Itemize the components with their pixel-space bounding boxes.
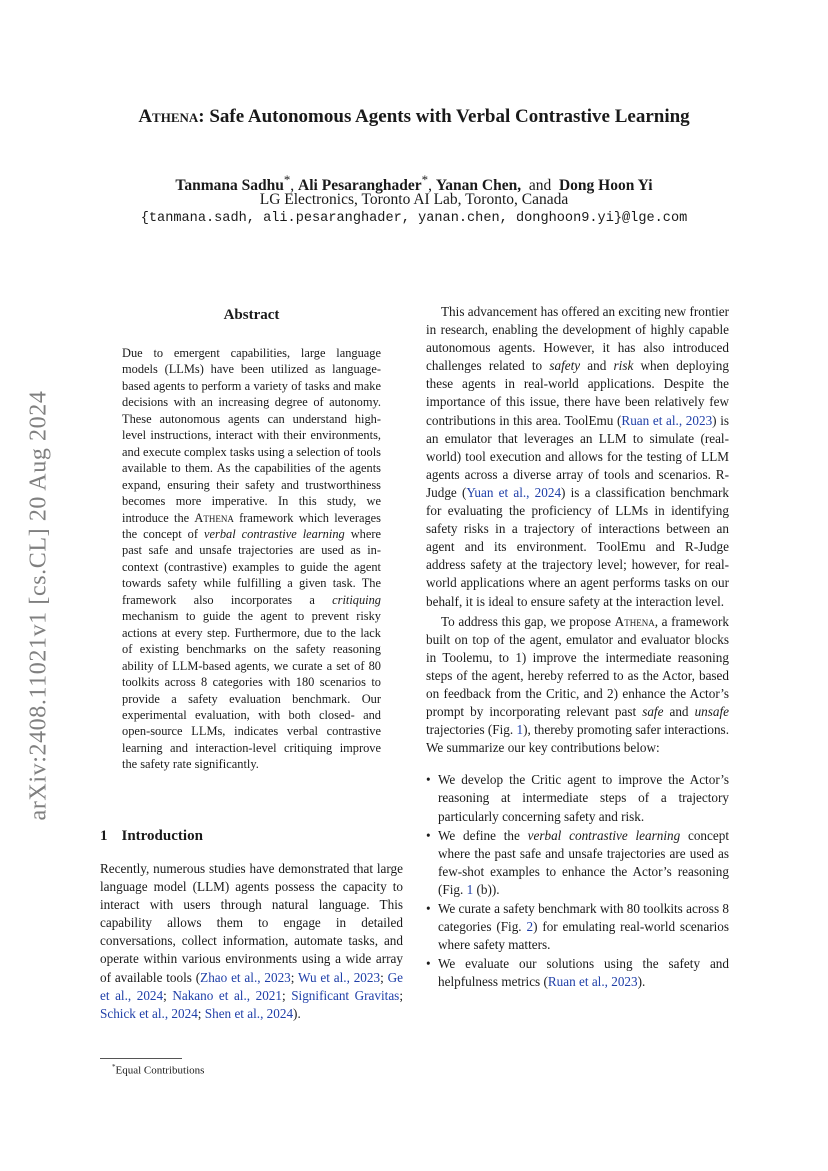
footnote-rule bbox=[100, 1058, 182, 1059]
paper-title bbox=[0, 106, 828, 128]
arxiv-stamp bbox=[14, 360, 64, 850]
author-2: Ali Pesaranghader bbox=[298, 177, 422, 195]
term-risk: risk bbox=[613, 358, 634, 374]
list-item: • We curate a safety benchmark with 80 toolkits across 8 categories (Fig. 2) for emulating real-world scenarios where safety matters. bbox=[426, 900, 729, 954]
citation-link[interactable]: Nakano et al., 2021 bbox=[172, 987, 282, 1003]
term-critiquing: critiquing bbox=[332, 592, 381, 607]
title-rest: : Safe Autonomous Agents with Verbal Contrastive Learning bbox=[198, 106, 690, 127]
citation-link[interactable]: Ge et al., 2024 bbox=[100, 969, 403, 1003]
footnote bbox=[112, 1063, 204, 1077]
citation-link[interactable]: Zhao et al., 2023 bbox=[200, 969, 291, 985]
citation-link[interactable]: Significant Gravitas bbox=[291, 987, 400, 1003]
term-safety: safety bbox=[549, 358, 581, 374]
figure-ref[interactable]: 1 bbox=[466, 881, 474, 897]
framework-name: Athena bbox=[194, 510, 234, 525]
intro-paragraph: Recently, numerous studies have demonstrated that large language model (LLM) agents possess the capacity to interact with users through natural language. This capability allows them to engage in detailed conversations, collect information, automate tasks, and operate within various environments using a wide array of available tools (Zhao et al., 2023; Wu et al., 2023; Ge et al., 2024; Nakano et al., 2021; Significant Gravitas; Schick et al., 2024; Shen et al., 2024). bbox=[100, 861, 403, 1021]
citation-link[interactable]: Ruan et al., 2023 bbox=[621, 412, 713, 428]
footnote-text: Equal Contributions bbox=[115, 1064, 205, 1077]
author-1: Tanmana Sadhu bbox=[175, 177, 284, 195]
framework-name: Athena bbox=[138, 106, 199, 127]
arxiv-stamp-text: arXiv:2408.11021v1 [cs.CL] 20 Aug 2024 bbox=[25, 390, 52, 820]
author-4: Dong Hoon Yi bbox=[558, 177, 653, 195]
equal-contrib-mark: * bbox=[283, 172, 291, 187]
term-unsafe: unsafe bbox=[694, 704, 729, 720]
contributions-list bbox=[426, 771, 729, 991]
affiliation: LG Electronics, Toronto AI Lab, Toronto, Canada bbox=[259, 191, 569, 208]
abstract-heading: Abstract bbox=[223, 307, 280, 323]
term-vcl: verbal contrastive learning bbox=[527, 827, 681, 843]
author-list: Tanmana Sadhu*, Ali Pesaranghader*, Yanan Chen, and Dong Hoon Yi bbox=[175, 172, 653, 195]
author-separator: and bbox=[528, 177, 552, 195]
right-column bbox=[426, 303, 729, 992]
author-3: Yanan Chen, bbox=[435, 177, 522, 195]
abstract-body: Due to emergent capabilities, large language models (LLMs) have been utilized as language-based agents to perform a variety of tasks and make decisions with an increasing degree of autonomy. These autonomous agents can understand high-level instructions, interact with their environments, and execute complex tasks using a selection of tools available to them. As the capabilities of the agents expand, ensuring their safety and trustworthiness becomes more imperative. In this study, we introduce the Athena framework which leverages the concept of verbal contrastive learning where past safe and unsafe trajectories are used as in-context (contrastive) examples to guide the agent towards safety while fulfilling a given task. The framework also incorporates a critiquing mechanism to guide the agent to prevent risky actions at every step. Furthermore, due to the lack of existing benchmarks on the safety reasoning ability of LLM-based agents, we curate a set of 80 toolkits across 8 categories with 180 scenarios to provide a safety evaluation benchmark. Our experimental evaluation, with both closed- and open-source LLMs, indicates verbal contrastive learning and interaction-level critiquing improve the safety rate significantly. bbox=[122, 346, 381, 772]
citation-link[interactable]: Ruan et al., 2023 bbox=[547, 974, 638, 990]
author-emails: {tanmana.sadh, ali.pesaranghader, yanan.chen, donghoon9.yi}@lge.com bbox=[140, 211, 688, 226]
list-item: • We define the verbal contrastive learning concept where the past safe and unsafe trajectories are used as few-shot examples to enhance the Actor’s reasoning (Fig. 1 (b)). bbox=[426, 827, 729, 899]
term-safe: safe bbox=[642, 704, 664, 720]
paragraph-toolemu: This advancement has offered an exciting new frontier in research, enabling the development of highly capable autonomous agents. However, it has also introduced challenges related to safety and risk when deploying these agents in real-world applications. Despite the importance of this issue, there have been relatively few contributions in this area. ToolEmu (Ruan et al., 2023) is an emulator that leverages an LLM to simulate (real-world) tool execution and allows for the testing of LLM agents across a diverse array of tools and scenarios. R-Judge (Yuan et al., 2024) is a classification benchmark for evaluating the proficiency of LLMs in identifying safety risks in a trajectory of interactions between an agent and its environment. ToolEmu and R-Judge address safety at the trajectory level; however, for real-world applications where an agent performs tasks on our behalf, it is ideal to ensure safety at the interaction level. bbox=[426, 304, 730, 609]
paragraph-proposal: To address this gap, we propose Athena, a framework built on top of the agent, emulator and evaluator blocks in Toolemu, to 1) improve the intermediate reasoning steps of the agent, hereby referred to as the Actor, based on feedback from the Critic, and 2) enhance the Actor’s prompt by incorporating relevant past safe and unsafe trajectories (Fig. 1), thereby promoting safer interactions. We summarize our key contributions below: bbox=[426, 613, 729, 756]
citation-link[interactable]: Shen et al., 2024 bbox=[204, 1005, 294, 1021]
section-heading-introduction bbox=[100, 828, 203, 845]
citation-link[interactable]: Wu et al., 2023 bbox=[298, 969, 381, 985]
term-vcl: verbal contrastive learning bbox=[204, 526, 345, 541]
section-number: 1 bbox=[100, 828, 108, 844]
list-item: • We evaluate our solutions using the safety and helpfulness metrics (Ruan et al., 2023). bbox=[426, 955, 729, 991]
citation-link[interactable]: Yuan et al., 2024 bbox=[466, 484, 562, 500]
citation-link[interactable]: Schick et al., 2024 bbox=[100, 1005, 198, 1021]
framework-name: Athena bbox=[614, 613, 655, 629]
equal-contrib-mark: * bbox=[421, 172, 429, 187]
section-title: Introduction bbox=[121, 828, 203, 844]
figure-ref[interactable]: 1 bbox=[516, 722, 524, 738]
list-item: • We develop the Critic agent to improve the Actor’s reasoning at intermediate steps of a trajectory particularly concerning safety and risk. bbox=[426, 771, 729, 825]
figure-ref[interactable]: 2 bbox=[526, 919, 534, 935]
footnote-mark: * bbox=[112, 1063, 116, 1071]
